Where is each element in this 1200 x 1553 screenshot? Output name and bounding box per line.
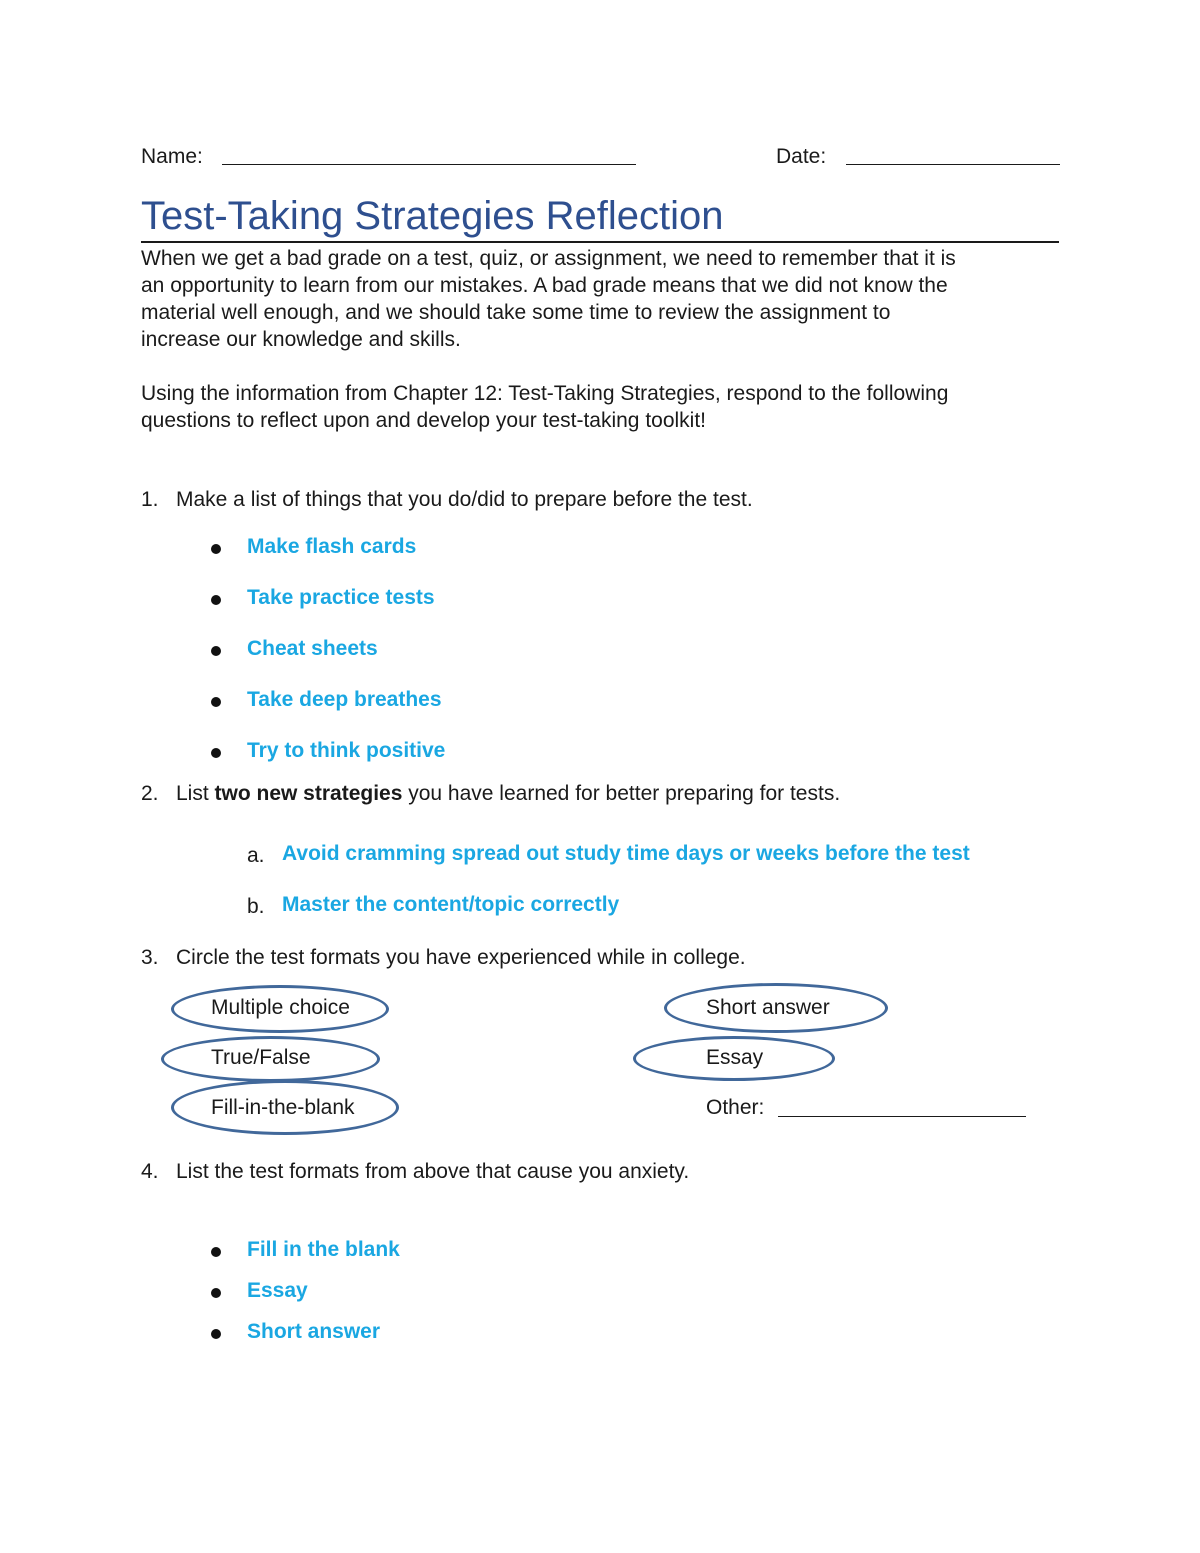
q4-answer-3: Short answer — [247, 1320, 381, 1343]
q2-answer-a: Avoid cramming spread out study time days or weeks before the test — [282, 842, 970, 865]
q2-marker-b: b. — [247, 895, 265, 918]
q2-suffix: you have learned for better preparing for tests. — [402, 782, 841, 805]
bullet-icon — [211, 1288, 221, 1298]
bullet-icon — [211, 595, 221, 605]
q3-number: 3. — [141, 946, 159, 969]
q2-bold-phrase: two new strategies — [214, 782, 403, 805]
intro-line-3: material well enough, and we should take some time to review the assignment to — [141, 301, 891, 324]
q1-answer-2: Take practice tests — [247, 586, 435, 609]
intro-line-2: an opportunity to learn from our mistakes. A bad grade means that we did not know the — [141, 274, 948, 297]
name-field-line[interactable] — [222, 164, 636, 165]
format-true-false[interactable]: True/False — [211, 1046, 311, 1069]
bullet-icon — [211, 646, 221, 656]
date-field-line[interactable] — [846, 164, 1060, 165]
instructions-line-2: questions to reflect upon and develop your test-taking toolkit! — [141, 409, 707, 432]
q1-text: Make a list of things that you do/did to prepare before the test. — [176, 488, 753, 511]
q1-answer-5: Try to think positive — [247, 739, 446, 762]
q3-text: Circle the test formats you have experienced while in college. — [176, 946, 746, 969]
q1-answer-1: Make flash cards — [247, 535, 417, 558]
page-title: Test-Taking Strategies Reflection — [141, 194, 724, 238]
format-multiple-choice[interactable]: Multiple choice — [211, 996, 350, 1019]
bullet-icon — [211, 1247, 221, 1257]
q4-answer-1: Fill in the blank — [247, 1238, 400, 1261]
other-field-line[interactable] — [778, 1116, 1026, 1117]
q1-number: 1. — [141, 488, 159, 511]
format-other-label: Other: — [706, 1096, 765, 1119]
format-essay[interactable]: Essay — [706, 1046, 764, 1069]
instructions-line-1: Using the information from Chapter 12: Test-Taking Strategies, respond to the following — [141, 382, 949, 405]
date-label: Date: — [776, 145, 827, 168]
q1-answer-4: Take deep breathes — [247, 688, 442, 711]
q2-number: 2. — [141, 782, 159, 805]
intro-line-4: increase our knowledge and skills. — [141, 328, 461, 351]
format-fill-in-the-blank[interactable]: Fill-in-the-blank — [211, 1096, 355, 1119]
bullet-icon — [211, 697, 221, 707]
q4-number: 4. — [141, 1160, 159, 1183]
q2-prefix: List — [176, 782, 215, 805]
format-short-answer[interactable]: Short answer — [706, 996, 830, 1019]
title-divider — [141, 241, 1059, 243]
bullet-icon — [211, 1329, 221, 1339]
q2-text — [176, 780, 840, 807]
q4-text: List the test formats from above that cause you anxiety. — [176, 1160, 690, 1183]
q2-answer-b: Master the content/topic correctly — [282, 893, 620, 916]
bullet-icon — [211, 748, 221, 758]
q2-marker-a: a. — [247, 844, 265, 867]
q1-answer-3: Cheat sheets — [247, 637, 378, 660]
name-label: Name: — [141, 145, 203, 168]
bullet-icon — [211, 544, 221, 554]
q4-answer-2: Essay — [247, 1279, 308, 1302]
intro-line-1: When we get a bad grade on a test, quiz, or assignment, we need to remember that it is — [141, 247, 956, 270]
